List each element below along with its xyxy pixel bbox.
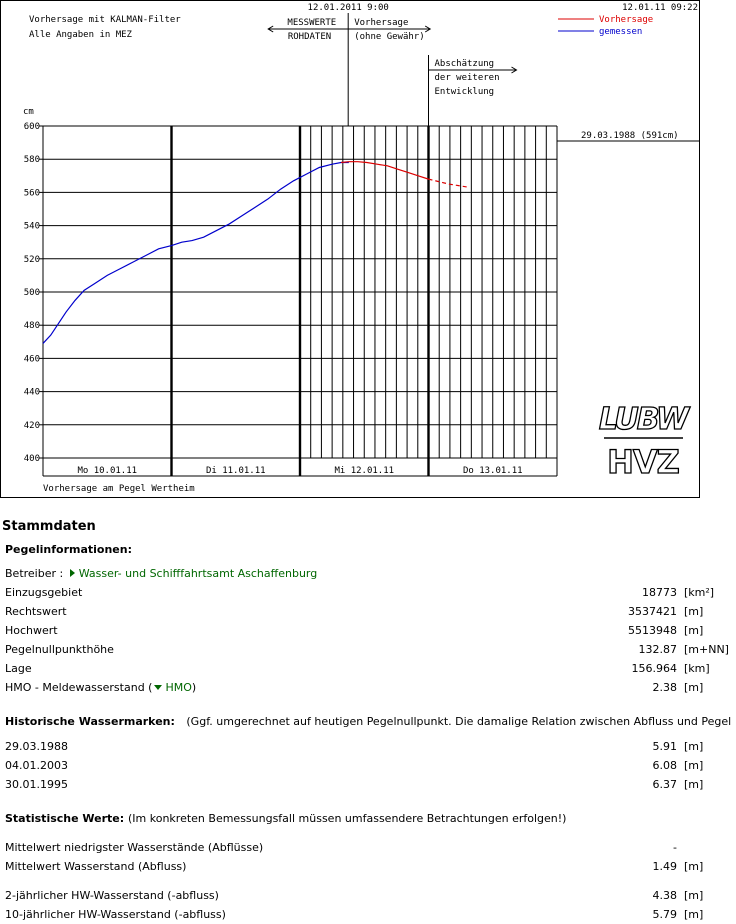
- x-day-label: Do 13.01.11: [462, 466, 523, 476]
- y-tick-label: 520: [23, 254, 40, 265]
- x-day-label: Mo 10.01.11: [77, 466, 138, 476]
- y-axis-label: cm: [23, 107, 34, 117]
- pegel-row: [5, 605, 705, 621]
- historische-note: (Ggf. umgerechnet auf heutigen Pegelnullpunkt. Die damalige Relation zwischen Abfluss und Pegel: [186, 715, 732, 728]
- pegel-label: Lage: [5, 662, 32, 675]
- estimate-label: der weiteren: [434, 73, 500, 83]
- estimate-label: Entwicklung: [434, 87, 495, 97]
- zone-left-label: MESSWERTE: [287, 18, 337, 28]
- stat-label: 10-jährlicher HW-Wasserstand (-abfluss): [5, 908, 226, 921]
- statistische-title-text: Statistische Werte:: [5, 812, 125, 825]
- pegel-unit: [m+NN]: [684, 643, 729, 656]
- y-tick-label: 400: [23, 454, 40, 464]
- hmo-unit: [m]: [684, 681, 704, 694]
- pegel-row: [5, 643, 729, 659]
- y-tick-label: 460: [23, 354, 40, 365]
- hist-unit: [m]: [684, 778, 704, 791]
- legend-label: gemessen: [599, 27, 643, 37]
- pegel-value: 156.964: [631, 662, 677, 675]
- hist-value: 6.37: [652, 778, 677, 791]
- zone-right-label: Vorhersage: [354, 18, 409, 28]
- hist-row: [5, 740, 705, 756]
- y-tick-label: 420: [23, 420, 40, 431]
- hmo-row: [5, 681, 705, 697]
- pegel-row: [5, 624, 705, 640]
- stat-value: 4.38: [652, 889, 677, 902]
- lubw-logo: LUBW: [598, 402, 688, 437]
- stat-unit: [m]: [684, 908, 704, 921]
- hist-value: 5.91: [652, 740, 677, 753]
- y-tick-label: 440: [23, 387, 40, 398]
- pegel-label: Einzugsgebiet: [5, 586, 83, 599]
- pegel-unit: [m]: [684, 605, 704, 618]
- series-line: [429, 179, 470, 187]
- x-day-label: Di 11.01.11: [205, 466, 266, 476]
- stat-value: 5.79: [652, 908, 677, 921]
- pegel-row: [5, 586, 715, 602]
- stat-row: [5, 908, 705, 924]
- betreiber-row: [5, 567, 705, 583]
- hist-label: 29.03.1988: [5, 740, 68, 753]
- chart-canvas: [1, 1, 701, 499]
- hist-unit: [m]: [684, 740, 704, 753]
- stat-row: [5, 841, 705, 857]
- stat-label: Mittelwert Wasserstand (Abfluss): [5, 860, 187, 873]
- y-tick-label: 540: [23, 221, 40, 232]
- hist-label: 04.01.2003: [5, 759, 68, 772]
- hvz-logo: HVZ: [607, 443, 679, 481]
- pegel-value: 18773: [642, 586, 677, 599]
- hw-mark-label: 29.03.1988 (591cm): [581, 131, 679, 141]
- series-line: [43, 163, 349, 344]
- zone-right-label: (ohne Gewähr): [354, 32, 425, 42]
- y-tick-label: 600: [23, 122, 40, 132]
- pegelinformationen-title: Pegelinformationen:: [5, 543, 132, 556]
- y-tick-label: 560: [23, 188, 40, 199]
- stat-label: 2-jährlicher HW-Wasserstand (-abfluss): [5, 889, 219, 902]
- y-tick-label: 580: [23, 155, 40, 166]
- stat-value: 1.49: [652, 860, 677, 873]
- y-tick-label: 480: [23, 321, 40, 332]
- historische-title-text: Historische Wassermarken:: [5, 715, 175, 728]
- pegel-row: [5, 662, 710, 678]
- hmo-value: 2.38: [652, 681, 677, 694]
- hmo-label: HMO - Meldewasserstand (: [5, 681, 153, 694]
- hist-label: 30.01.1995: [5, 778, 68, 791]
- zone-left-label: ROHDATEN: [287, 32, 332, 42]
- x-day-label: Mi 12.01.11: [334, 466, 395, 476]
- chart-footer: Vorhersage am Pegel Wertheim: [43, 484, 195, 494]
- hmo-close: ): [191, 681, 197, 694]
- created-time: 12.01.11 09:22: [622, 3, 698, 13]
- hist-row: [5, 759, 705, 775]
- pegel-unit: [m]: [684, 624, 704, 637]
- pegel-value: 132.87: [638, 643, 677, 656]
- historische-title: [5, 715, 731, 728]
- pegel-value: 3537421: [628, 605, 677, 618]
- series-line: [341, 162, 428, 179]
- pegel-value: 5513948: [628, 624, 677, 637]
- statistische-title: [5, 812, 566, 825]
- betreiber-link[interactable]: Wasser- und Schifffahrtsamt Aschaffenburg: [78, 567, 318, 580]
- hist-unit: [m]: [684, 759, 704, 772]
- legend-label: Vorhersage: [599, 15, 654, 25]
- chart-subtitle: Alle Angaben in MEZ: [29, 30, 132, 40]
- stat-unit: [m]: [684, 860, 704, 873]
- chart-title: Vorhersage mit KALMAN-Filter: [29, 15, 181, 25]
- pegel-label: Pegelnullpunkthöhe: [5, 643, 114, 656]
- arrow-down-icon: [154, 685, 162, 690]
- estimate-label: Abschätzung: [434, 59, 495, 69]
- stat-value: -: [673, 841, 677, 854]
- stat-row: [5, 889, 705, 905]
- arrow-right-icon: [70, 569, 75, 577]
- pegel-label: Rechtswert: [5, 605, 67, 618]
- pegel-label: Hochwert: [5, 624, 58, 637]
- hmo-link[interactable]: HMO: [165, 681, 192, 694]
- pegel-unit: [km²]: [684, 586, 715, 599]
- statistische-note: (Im konkreten Bemessungsfall müssen umfassendere Betrachtungen erfolgen!): [128, 812, 567, 825]
- hist-value: 6.08: [652, 759, 677, 772]
- pegel-unit: [km]: [684, 662, 710, 675]
- y-tick-label: 500: [23, 288, 40, 298]
- hist-row: [5, 778, 705, 794]
- stammdaten-heading: Stammdaten: [2, 519, 96, 534]
- betreiber-label: Betreiber :: [5, 567, 64, 580]
- stat-label: Mittelwert niedrigster Wasserstände (Abflüsse): [5, 841, 264, 854]
- stat-unit: [m]: [684, 889, 704, 902]
- stat-row: [5, 860, 705, 876]
- run-time: 12.01.2011 9:00: [307, 3, 389, 13]
